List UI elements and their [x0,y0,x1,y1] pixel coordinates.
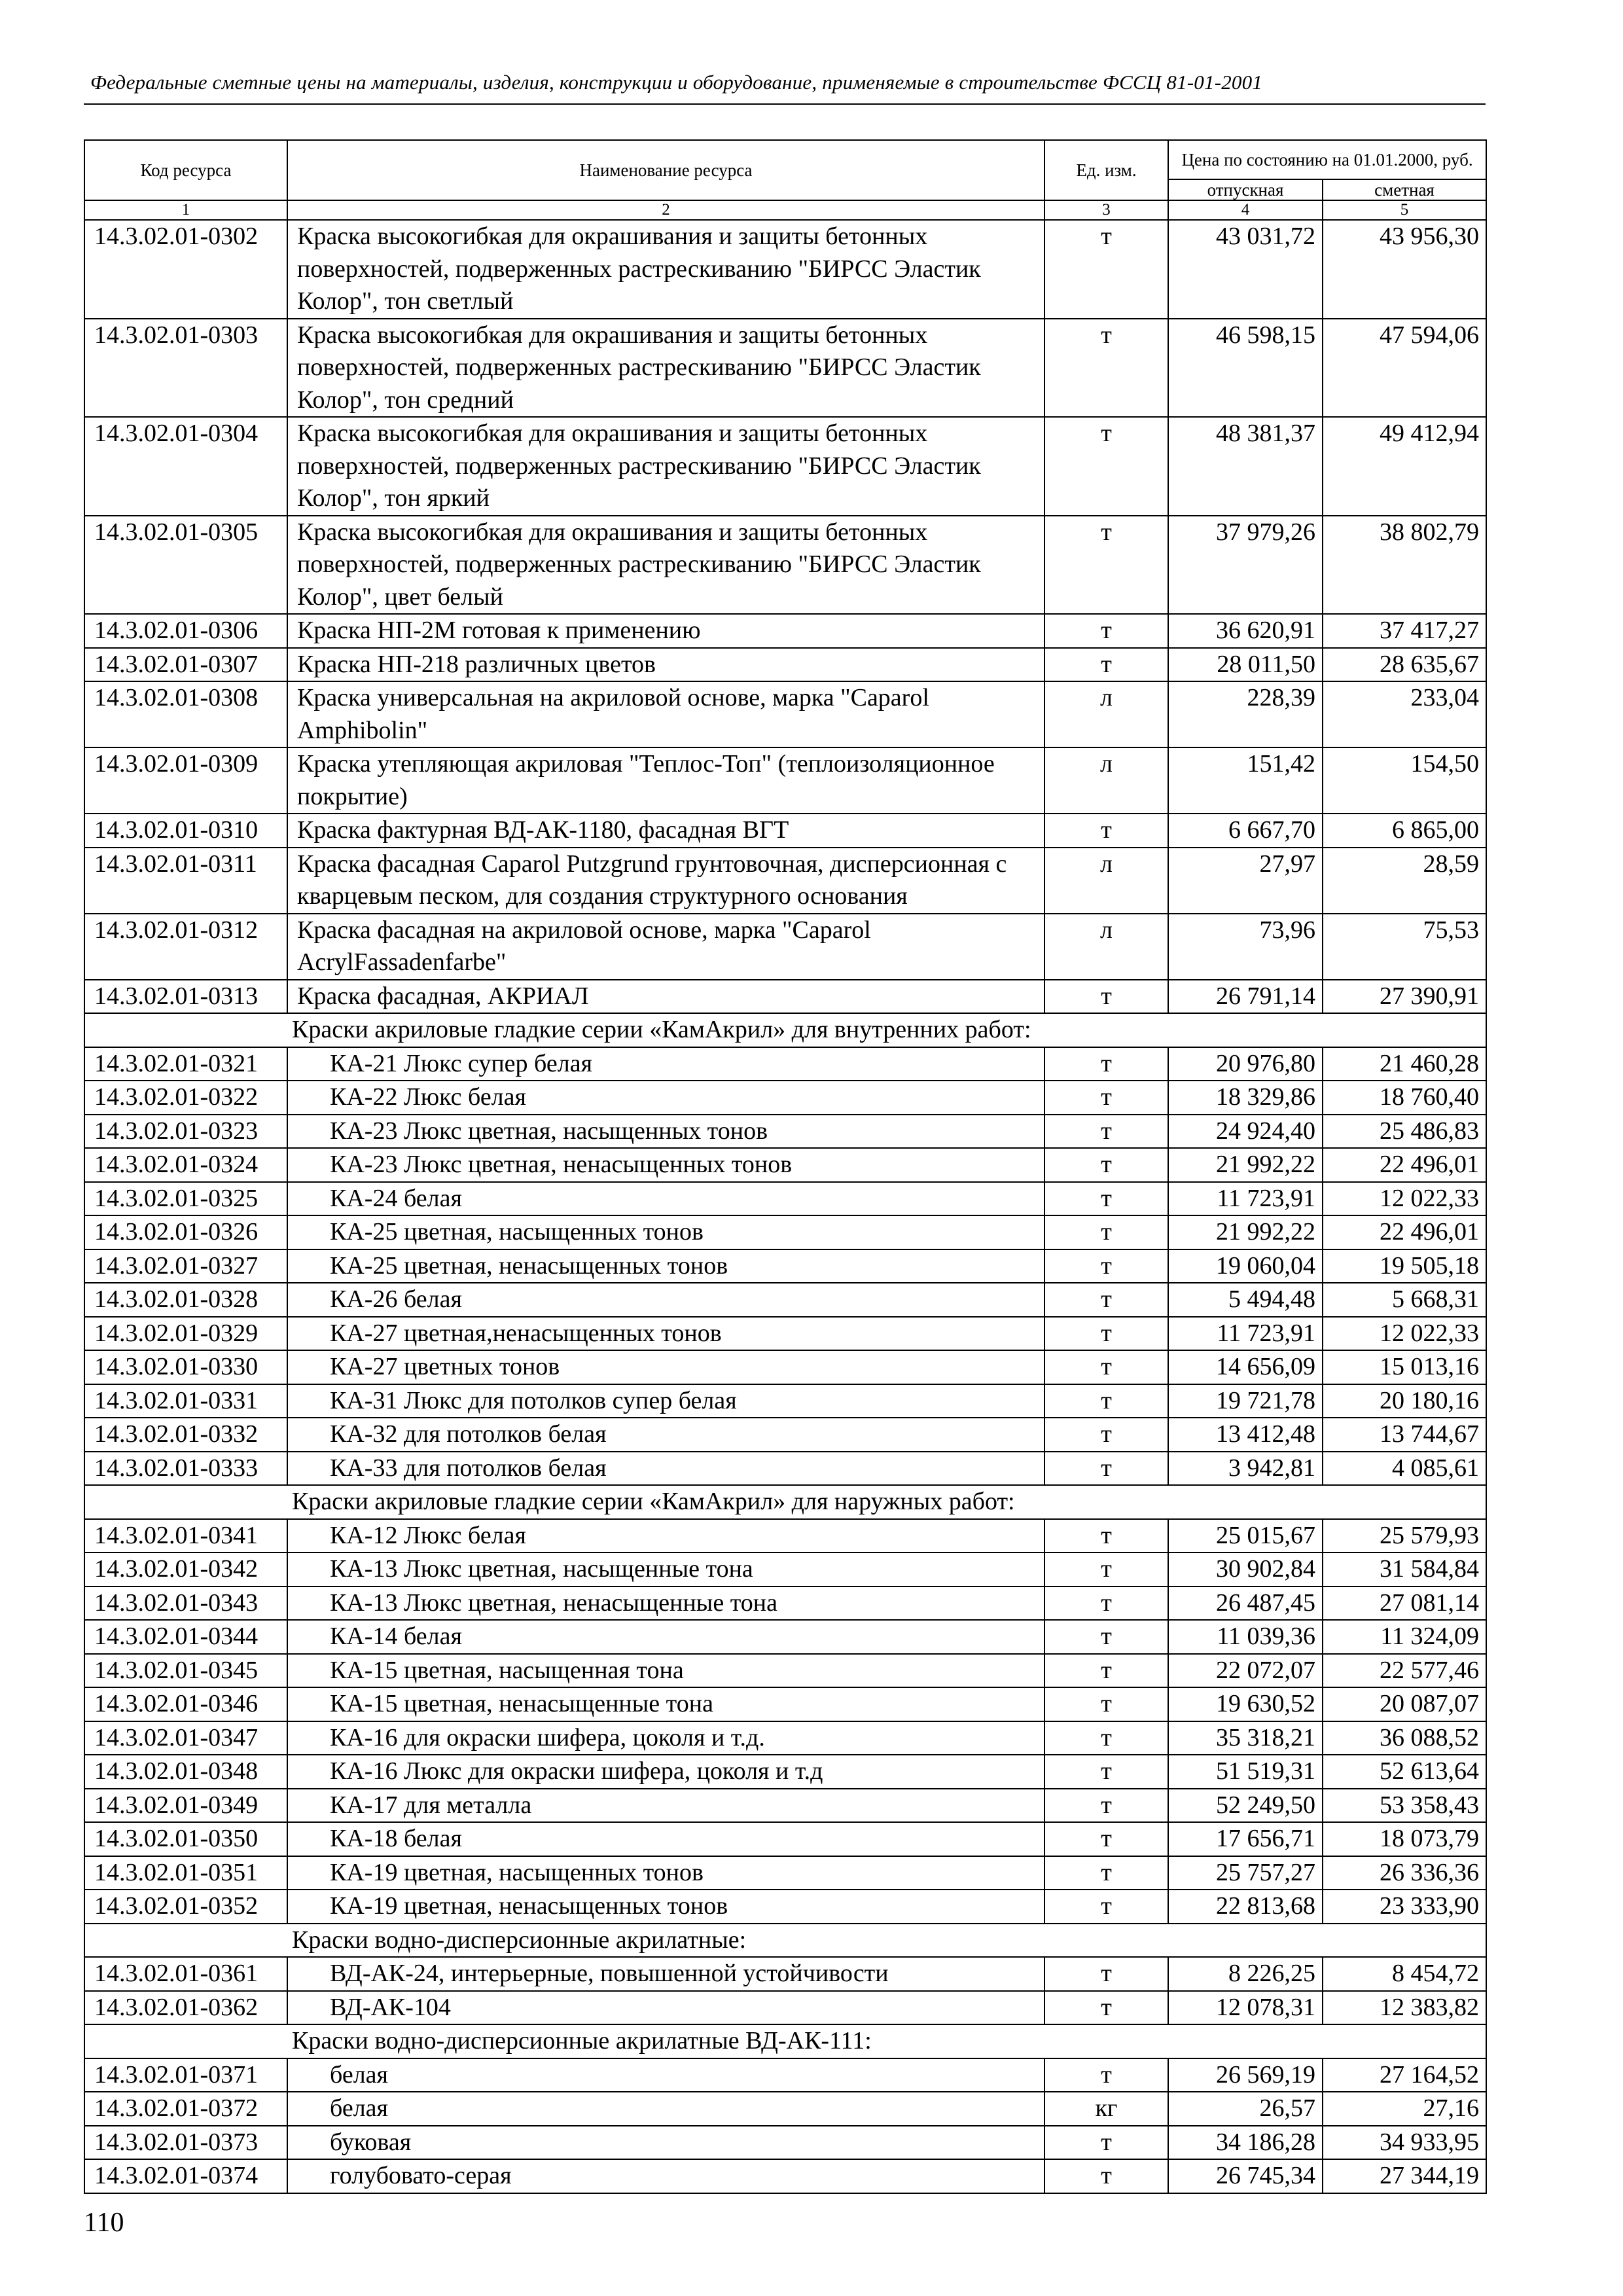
release-price: 22 813,68 [1168,1890,1323,1924]
release-price: 25 015,67 [1168,1519,1323,1553]
table-row [84,1182,1486,1216]
resource-code: 14.3.02.01-0362 [84,1991,287,2025]
resource-name: КА-31 Люкс для потолков супер белая [287,1384,1044,1418]
release-price: 18 329,86 [1168,1081,1323,1115]
release-price: 26 791,14 [1168,980,1323,1014]
resource-name: КА-22 Люкс белая [287,1081,1044,1115]
resource-name: буковая [287,2126,1044,2160]
resource-code: 14.3.02.01-0347 [84,1721,287,1755]
release-price: 25 757,27 [1168,1856,1323,1890]
resource-name: КА-25 цветная, ненасыщенных тонов [287,1249,1044,1283]
section-title: Краски акриловые гладкие серии «КамАкрил» для внутренних работ: [84,1013,1486,1047]
unit-of-measure: т [1044,1721,1168,1755]
estimate-price: 52 613,64 [1323,1755,1486,1789]
resource-code: 14.3.02.01-0325 [84,1182,287,1216]
unit-of-measure: т [1044,1519,1168,1553]
table-row [84,914,1486,980]
resource-code: 14.3.02.01-0329 [84,1317,287,1351]
unit-of-measure: т [1044,980,1168,1014]
unit-of-measure: л [1044,681,1168,747]
unit-of-measure: т [1044,1552,1168,1587]
resource-code: 14.3.02.01-0327 [84,1249,287,1283]
estimate-price: 12 022,33 [1323,1182,1486,1216]
table-row [84,980,1486,1014]
column-number: 1 [84,200,287,220]
unit-of-measure: т [1044,220,1168,319]
release-price: 27,97 [1168,848,1323,914]
table-row [84,1081,1486,1115]
table-row [84,1890,1486,1924]
unit-of-measure: т [1044,319,1168,418]
table-row [84,1587,1486,1621]
unit-of-measure: т [1044,1148,1168,1182]
estimate-price: 22 496,01 [1323,1148,1486,1182]
resource-code: 14.3.02.01-0331 [84,1384,287,1418]
estimate-price: 28 635,67 [1323,648,1486,682]
estimate-price: 53 358,43 [1323,1789,1486,1823]
resource-name: КА-27 цветных тонов [287,1350,1044,1384]
resource-name: КА-23 Люкс цветная, ненасыщенных тонов [287,1148,1044,1182]
estimate-price: 31 584,84 [1323,1552,1486,1587]
table-row [84,1991,1486,2025]
unit-of-measure: т [1044,516,1168,615]
estimate-price: 18 760,40 [1323,1081,1486,1115]
section-title: Краски водно-дисперсионные акрилатные: [84,1924,1486,1958]
estimate-price: 4 085,61 [1323,1452,1486,1486]
resource-name: КА-24 белая [287,1182,1044,1216]
table-row [84,681,1486,747]
unit-of-measure: т [1044,614,1168,648]
header-release-price: отпускная [1168,179,1323,200]
resource-name: КА-21 Люкс супер белая [287,1047,1044,1081]
release-price: 48 381,37 [1168,417,1323,516]
resource-code: 14.3.02.01-0310 [84,814,287,848]
table-row [84,2092,1486,2126]
estimate-price: 23 333,90 [1323,1890,1486,1924]
section-title: Краски водно-дисперсионные акрилатные ВД-АК-111: [84,2024,1486,2058]
resource-code: 14.3.02.01-0322 [84,1081,287,1115]
estimate-price: 12 383,82 [1323,1991,1486,2025]
table-row [84,1620,1486,1654]
table-row [84,2058,1486,2092]
table-row [84,1317,1486,1351]
release-price: 22 072,07 [1168,1654,1323,1688]
resource-code: 14.3.02.01-0305 [84,516,287,615]
resource-name: КА-33 для потолков белая [287,1452,1044,1486]
resource-code: 14.3.02.01-0352 [84,1890,287,1924]
section-title: Краски акриловые гладкие серии «КамАкрил» для наружных работ: [84,1485,1486,1519]
resource-name: белая [287,2058,1044,2092]
unit-of-measure: л [1044,914,1168,980]
release-price: 30 902,84 [1168,1552,1323,1587]
running-header: Федеральные сметные цены на материалы, изделия, конструкции и оборудование, применяемые в строительстве ФССЦ 81-01-2001 [90,71,1263,94]
resource-code: 14.3.02.01-0349 [84,1789,287,1823]
release-price: 21 992,22 [1168,1148,1323,1182]
column-number: 4 [1168,200,1323,220]
resource-code: 14.3.02.01-0371 [84,2058,287,2092]
resource-name: КА-13 Люкс цветная, ненасыщенные тона [287,1587,1044,1621]
unit-of-measure: т [1044,1687,1168,1721]
resource-name: КА-23 Люкс цветная, насыщенных тонов [287,1115,1044,1149]
resource-name: Краска НП-2М готовая к применению [287,614,1044,648]
resource-name: КА-12 Люкс белая [287,1519,1044,1553]
estimate-price: 27 344,19 [1323,2159,1486,2193]
unit-of-measure: кг [1044,2092,1168,2126]
estimate-price: 154,50 [1323,747,1486,814]
resource-name: КА-27 цветная,ненасыщенных тонов [287,1317,1044,1351]
resource-code: 14.3.02.01-0304 [84,417,287,516]
table-row [84,848,1486,914]
table-row [84,614,1486,648]
table-row [84,1856,1486,1890]
unit-of-measure: т [1044,1620,1168,1654]
unit-of-measure: т [1044,1991,1168,2025]
release-price: 36 620,91 [1168,614,1323,648]
unit-of-measure: т [1044,648,1168,682]
release-price: 35 318,21 [1168,1721,1323,1755]
table-row [84,1283,1486,1317]
header-name: Наименование ресурса [287,140,1044,200]
resource-name: КА-32 для потолков белая [287,1418,1044,1452]
estimate-price: 12 022,33 [1323,1317,1486,1351]
release-price: 26 487,45 [1168,1587,1323,1621]
release-price: 228,39 [1168,681,1323,747]
release-price: 17 656,71 [1168,1822,1323,1856]
resource-name: КА-26 белая [287,1283,1044,1317]
release-price: 5 494,48 [1168,1283,1323,1317]
estimate-price: 21 460,28 [1323,1047,1486,1081]
unit-of-measure: т [1044,1789,1168,1823]
resource-name: КА-15 цветная, ненасыщенные тона [287,1687,1044,1721]
table-row [84,1047,1486,1081]
release-price: 24 924,40 [1168,1115,1323,1149]
unit-of-measure: т [1044,2126,1168,2160]
release-price: 51 519,31 [1168,1755,1323,1789]
resource-name: Краска фасадная, АКРИАЛ [287,980,1044,1014]
resource-code: 14.3.02.01-0341 [84,1519,287,1553]
table-row [84,747,1486,814]
release-price: 11 039,36 [1168,1620,1323,1654]
release-price: 21 992,22 [1168,1215,1323,1249]
resource-code: 14.3.02.01-0309 [84,747,287,814]
table-body [84,220,1486,2193]
release-price: 12 078,31 [1168,1991,1323,2025]
header-unit: Ед. изм. [1044,140,1168,200]
resource-code: 14.3.02.01-0343 [84,1587,287,1621]
table-row [84,648,1486,682]
resource-code: 14.3.02.01-0361 [84,1957,287,1991]
table-row [84,1249,1486,1283]
unit-of-measure: т [1044,1418,1168,1452]
release-price: 20 976,80 [1168,1047,1323,1081]
resource-code: 14.3.02.01-0307 [84,648,287,682]
resource-name: Краска высокогибкая для окрашивания и защиты бетонных поверхностей, подверженных растрескиванию "БИРСС Эластик Колор", цвет белый [287,516,1044,615]
resource-code: 14.3.02.01-0321 [84,1047,287,1081]
section-row [84,1013,1486,1047]
estimate-price: 27,16 [1323,2092,1486,2126]
estimate-price: 28,59 [1323,848,1486,914]
estimate-price: 11 324,09 [1323,1620,1486,1654]
resource-code: 14.3.02.01-0323 [84,1115,287,1149]
resource-name: Краска высокогибкая для окрашивания и защиты бетонных поверхностей, подверженных растрескиванию "БИРСС Эластик Колор", тон светлый [287,220,1044,319]
resource-code: 14.3.02.01-0350 [84,1822,287,1856]
release-price: 52 249,50 [1168,1789,1323,1823]
unit-of-measure: т [1044,1822,1168,1856]
resource-name: ВД-АК-24, интерьерные, повышенной устойчивости [287,1957,1044,1991]
table-row [84,1552,1486,1587]
resource-name: ВД-АК-104 [287,1991,1044,2025]
unit-of-measure: т [1044,1384,1168,1418]
resource-code: 14.3.02.01-0303 [84,319,287,418]
estimate-price: 8 454,72 [1323,1957,1486,1991]
estimate-price: 233,04 [1323,681,1486,747]
unit-of-measure: т [1044,1957,1168,1991]
release-price: 26 569,19 [1168,2058,1323,2092]
column-number: 2 [287,200,1044,220]
resource-code: 14.3.02.01-0345 [84,1654,287,1688]
release-price: 46 598,15 [1168,319,1323,418]
release-price: 13 412,48 [1168,1418,1323,1452]
resource-name: КА-16 для окраски шифера, цоколя и т.д. [287,1721,1044,1755]
resource-code: 14.3.02.01-0348 [84,1755,287,1789]
unit-of-measure: т [1044,1856,1168,1890]
resource-name: Краска высокогибкая для окрашивания и защиты бетонных поверхностей, подверженных растрескиванию "БИРСС Эластик Колор", тон средний [287,319,1044,418]
release-price: 43 031,72 [1168,220,1323,319]
table-row [84,1452,1486,1486]
unit-of-measure: т [1044,1182,1168,1216]
resource-code: 14.3.02.01-0311 [84,848,287,914]
resource-code: 14.3.02.01-0313 [84,980,287,1014]
price-table [84,139,1487,2194]
resource-code: 14.3.02.01-0312 [84,914,287,980]
resource-code: 14.3.02.01-0308 [84,681,287,747]
resource-name: Краска утепляющая акриловая "Теплос-Топ" (теплоизоляционное покрытие) [287,747,1044,814]
page-number: 110 [84,2208,124,2238]
release-price: 19 060,04 [1168,1249,1323,1283]
estimate-price: 49 412,94 [1323,417,1486,516]
table-row [84,1350,1486,1384]
estimate-price: 15 013,16 [1323,1350,1486,1384]
resource-name: Краска НП-218 различных цветов [287,648,1044,682]
estimate-price: 37 417,27 [1323,614,1486,648]
resource-code: 14.3.02.01-0342 [84,1552,287,1587]
table-row [84,516,1486,615]
table-row [84,1384,1486,1418]
resource-code: 14.3.02.01-0344 [84,1620,287,1654]
resource-code: 14.3.02.01-0330 [84,1350,287,1384]
unit-of-measure: л [1044,848,1168,914]
table-row [84,814,1486,848]
release-price: 3 942,81 [1168,1452,1323,1486]
estimate-price: 36 088,52 [1323,1721,1486,1755]
release-price: 151,42 [1168,747,1323,814]
resource-name: КА-19 цветная, насыщенных тонов [287,1856,1044,1890]
resource-code: 14.3.02.01-0374 [84,2159,287,2193]
release-price: 6 667,70 [1168,814,1323,848]
table-row [84,1822,1486,1856]
release-price: 11 723,91 [1168,1182,1323,1216]
estimate-price: 22 496,01 [1323,1215,1486,1249]
header-price-group: Цена по состоянию на 01.01.2000, руб. [1168,140,1486,179]
unit-of-measure: т [1044,1317,1168,1351]
table-row [84,319,1486,418]
resource-code: 14.3.02.01-0372 [84,2092,287,2126]
estimate-price: 22 577,46 [1323,1654,1486,1688]
resource-name: КА-25 цветная, насыщенных тонов [287,1215,1044,1249]
unit-of-measure: т [1044,1587,1168,1621]
section-row [84,1485,1486,1519]
unit-of-measure: л [1044,747,1168,814]
estimate-price: 27 164,52 [1323,2058,1486,2092]
resource-name: КА-19 цветная, ненасыщенных тонов [287,1890,1044,1924]
resource-code: 14.3.02.01-0326 [84,1215,287,1249]
table-row [84,1148,1486,1182]
table-row [84,1957,1486,1991]
table-row [84,2159,1486,2193]
estimate-price: 5 668,31 [1323,1283,1486,1317]
unit-of-measure: т [1044,1452,1168,1486]
section-row [84,1924,1486,1958]
estimate-price: 27 390,91 [1323,980,1486,1014]
resource-name: Краска универсальная на акриловой основе, марка "Caparol Amphibolin" [287,681,1044,747]
resource-name: КА-17 для металла [287,1789,1044,1823]
column-number: 3 [1044,200,1168,220]
unit-of-measure: т [1044,1047,1168,1081]
unit-of-measure: т [1044,1350,1168,1384]
estimate-price: 25 579,93 [1323,1519,1486,1553]
unit-of-measure: т [1044,1115,1168,1149]
table-row [84,2126,1486,2160]
table-row [84,1654,1486,1688]
resource-name: Краска фасадная Caparol Putzgrund грунтовочная, дисперсионная с кварцевым песком, для создания структурного основания [287,848,1044,914]
resource-name: голубовато-серая [287,2159,1044,2193]
section-row [84,2024,1486,2058]
header-estimate-price: сметная [1323,179,1486,200]
release-price: 14 656,09 [1168,1350,1323,1384]
resource-name: КА-18 белая [287,1822,1044,1856]
table-row [84,1215,1486,1249]
release-price: 34 186,28 [1168,2126,1323,2160]
estimate-price: 27 081,14 [1323,1587,1486,1621]
resource-code: 14.3.02.01-0373 [84,2126,287,2160]
unit-of-measure: т [1044,1081,1168,1115]
resource-name: КА-16 Люкс для окраски шифера, цоколя и т.д [287,1755,1044,1789]
unit-of-measure: т [1044,1755,1168,1789]
unit-of-measure: т [1044,1215,1168,1249]
resource-name: Краска фактурная ВД-АК-1180, фасадная ВГТ [287,814,1044,848]
estimate-price: 6 865,00 [1323,814,1486,848]
resource-name: КА-14 белая [287,1620,1044,1654]
estimate-price: 20 087,07 [1323,1687,1486,1721]
resource-code: 14.3.02.01-0332 [84,1418,287,1452]
column-number: 5 [1323,200,1486,220]
table-row [84,1519,1486,1553]
table-row [84,1789,1486,1823]
resource-code: 14.3.02.01-0328 [84,1283,287,1317]
unit-of-measure: т [1044,417,1168,516]
resource-code: 14.3.02.01-0302 [84,220,287,319]
unit-of-measure: т [1044,1283,1168,1317]
table-row [84,1721,1486,1755]
resource-name: КА-15 цветная, насыщенная тона [287,1654,1044,1688]
release-price: 73,96 [1168,914,1323,980]
release-price: 37 979,26 [1168,516,1323,615]
unit-of-measure: т [1044,1249,1168,1283]
estimate-price: 26 336,36 [1323,1856,1486,1890]
estimate-price: 25 486,83 [1323,1115,1486,1149]
unit-of-measure: т [1044,2159,1168,2193]
table-row [84,1755,1486,1789]
unit-of-measure: т [1044,814,1168,848]
header-code: Код ресурса [84,140,287,200]
resource-code: 14.3.02.01-0333 [84,1452,287,1486]
resource-code: 14.3.02.01-0351 [84,1856,287,1890]
table-row [84,1687,1486,1721]
header-rule [84,103,1486,105]
resource-code: 14.3.02.01-0306 [84,614,287,648]
release-price: 19 630,52 [1168,1687,1323,1721]
estimate-price: 47 594,06 [1323,319,1486,418]
release-price: 11 723,91 [1168,1317,1323,1351]
table-row [84,1418,1486,1452]
estimate-price: 38 802,79 [1323,516,1486,615]
table-row [84,417,1486,516]
unit-of-measure: т [1044,2058,1168,2092]
estimate-price: 19 505,18 [1323,1249,1486,1283]
estimate-price: 18 073,79 [1323,1822,1486,1856]
unit-of-measure: т [1044,1890,1168,1924]
resource-code: 14.3.02.01-0324 [84,1148,287,1182]
estimate-price: 20 180,16 [1323,1384,1486,1418]
table-row [84,220,1486,319]
resource-name: Краска фасадная на акриловой основе, марка "Caparol AcrylFassadenfarbe" [287,914,1044,980]
release-price: 28 011,50 [1168,648,1323,682]
resource-name: Краска высокогибкая для окрашивания и защиты бетонных поверхностей, подверженных растрескиванию "БИРСС Эластик Колор", тон яркий [287,417,1044,516]
resource-name: белая [287,2092,1044,2126]
release-price: 19 721,78 [1168,1384,1323,1418]
release-price: 26 745,34 [1168,2159,1323,2193]
release-price: 26,57 [1168,2092,1323,2126]
unit-of-measure: т [1044,1654,1168,1688]
resource-name: КА-13 Люкс цветная, насыщенные тона [287,1552,1044,1587]
estimate-price: 34 933,95 [1323,2126,1486,2160]
release-price: 8 226,25 [1168,1957,1323,1991]
resource-code: 14.3.02.01-0346 [84,1687,287,1721]
estimate-price: 13 744,67 [1323,1418,1486,1452]
estimate-price: 43 956,30 [1323,220,1486,319]
estimate-price: 75,53 [1323,914,1486,980]
table-row [84,1115,1486,1149]
